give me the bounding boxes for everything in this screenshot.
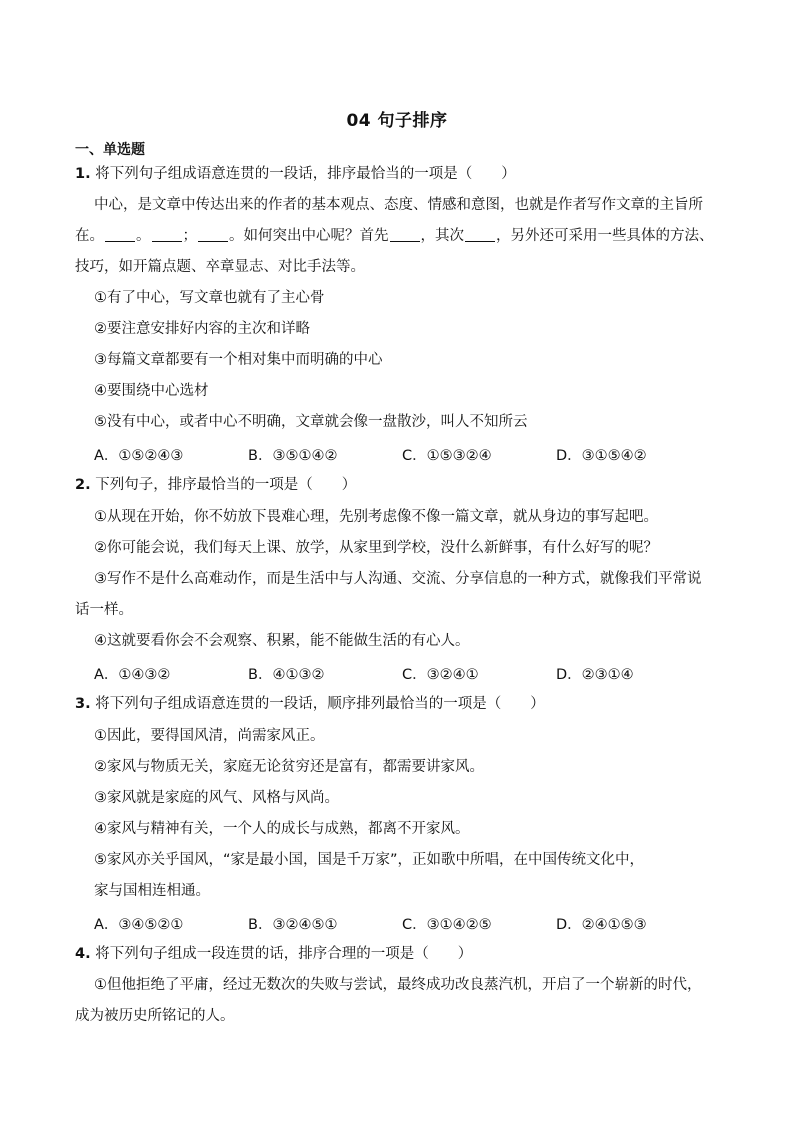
option-b[interactable]: B．④①③② [248,667,325,683]
q2-options [94,663,710,684]
q2-sentence-4: ④这就要看你会不会观察、积累，能不能做生活的有心人。 [94,633,470,649]
question-number: 2. [75,477,91,493]
question-1-stem: 1. 将下列句子组成语意连贯的一段话，排序最恰当的一项是（ ） [75,166,516,182]
option-b[interactable]: B．③②④⑤① [248,917,338,933]
option-a[interactable]: A．①④③② [94,667,171,683]
q3-sentence-5-cont: 家与国相连相通。 [94,883,210,899]
q1-passage-line-3: 技巧，如开篇点题、卒章显志、对比手法等。 [75,259,365,275]
q3-sentence-4: ④家风与精神有关，一个人的成长与成熟，都离不开家风。 [94,821,470,837]
q2-sentence-2: ②你可能会说，我们每天上课、放学，从家里到学校，没什么新鲜事，有什么好写的呢？ [94,540,658,556]
q3-sentence-3: ③家风就是家庭的风气、风格与风尚。 [94,790,339,806]
q3-options [94,913,710,934]
q1-options [94,444,710,465]
option-d[interactable]: D．②④①⑤③ [556,917,647,933]
q1-sentence-3: ③每篇文章都要有一个相对集中而明确的中心 [94,352,383,368]
question-4-stem: 4. 将下列句子组成一段连贯的话，排序合理的一项是（ ） [75,946,473,962]
answer-blank[interactable] [390,227,420,242]
q3-sentence-5: ⑤家风亦关乎国风，“家是最小国，国是千万家”，正如歌中所唱，在中国传统文化中， [94,852,645,868]
q2-sentence-3: ③写作不是什么高难动作，而是生活中与人沟通、交流、分享信息的一种方式，就像我们平常说 [94,571,702,587]
answer-blank[interactable] [152,227,182,242]
q2-sentence-1: ①从现在开始，你不妨放下畏难心理，先别考虑像不像一篇文章，就从身边的事写起吧。 [94,509,658,525]
q1-passage-line-1: 中心，是文章中传达出来的作者的基本观点、态度、情感和意图，也就是作者写作文章的主旨所 [94,197,703,213]
option-c[interactable]: C．①⑤③②④ [402,448,492,464]
option-d[interactable]: D．②③①④ [556,667,634,683]
q1-sentence-1: ①有了中心，写文章也就有了主心骨 [94,290,325,306]
question-number: 3. [75,696,91,712]
option-c[interactable]: C．③①④②⑤ [402,917,492,933]
answer-blank[interactable] [465,227,495,242]
answer-blank[interactable] [105,227,135,242]
q2-sentence-3-cont: 话一样。 [75,602,133,618]
question-2-stem: 2. 下列句子，排序最恰当的一项是（ ） [75,477,357,493]
answer-blank[interactable] [198,227,228,242]
q1-sentence-5: ⑤没有中心，或者中心不明确，文章就会像一盘散沙，叫人不知所云 [94,414,528,430]
option-b[interactable]: B．③⑤①④② [248,448,338,464]
question-number: 1. [75,166,91,182]
q1-sentence-4: ④要围绕中心选材 [94,383,209,399]
q4-sentence-1: ①但他拒绝了平庸，经过无数次的失败与尝试，最终成功改良蒸汽机，开启了一个崭新的时代， [94,977,702,993]
option-a[interactable]: A．①⑤②④③ [94,448,184,464]
q1-sentence-2: ②要注意安排好内容的主次和详略 [94,321,310,337]
option-c[interactable]: C．③②④① [402,667,479,683]
q3-sentence-1: ①因此，要得国风清，尚需家风正。 [94,728,325,744]
q4-sentence-1-cont: 成为被历史所铭记的人。 [75,1008,235,1024]
q1-passage-line-2: 在。 。 ； 。如何突出中心呢？首先 ，其次 ，另外还可采用一些具体的方法、 [75,228,714,244]
section-heading: 一、单选题 [75,142,145,158]
q3-sentence-2: ②家风与物质无关，家庭无论贫穷还是富有，都需要讲家风。 [94,759,484,775]
question-number: 4. [75,946,91,962]
question-3-stem: 3. 将下列句子组成语意连贯的一段话，顺序排列最恰当的一项是（ ） [75,696,545,712]
option-d[interactable]: D．③①⑤④② [556,448,647,464]
option-a[interactable]: A．③④⑤②① [94,917,184,933]
page-title: 04 句子排序 [346,111,448,131]
